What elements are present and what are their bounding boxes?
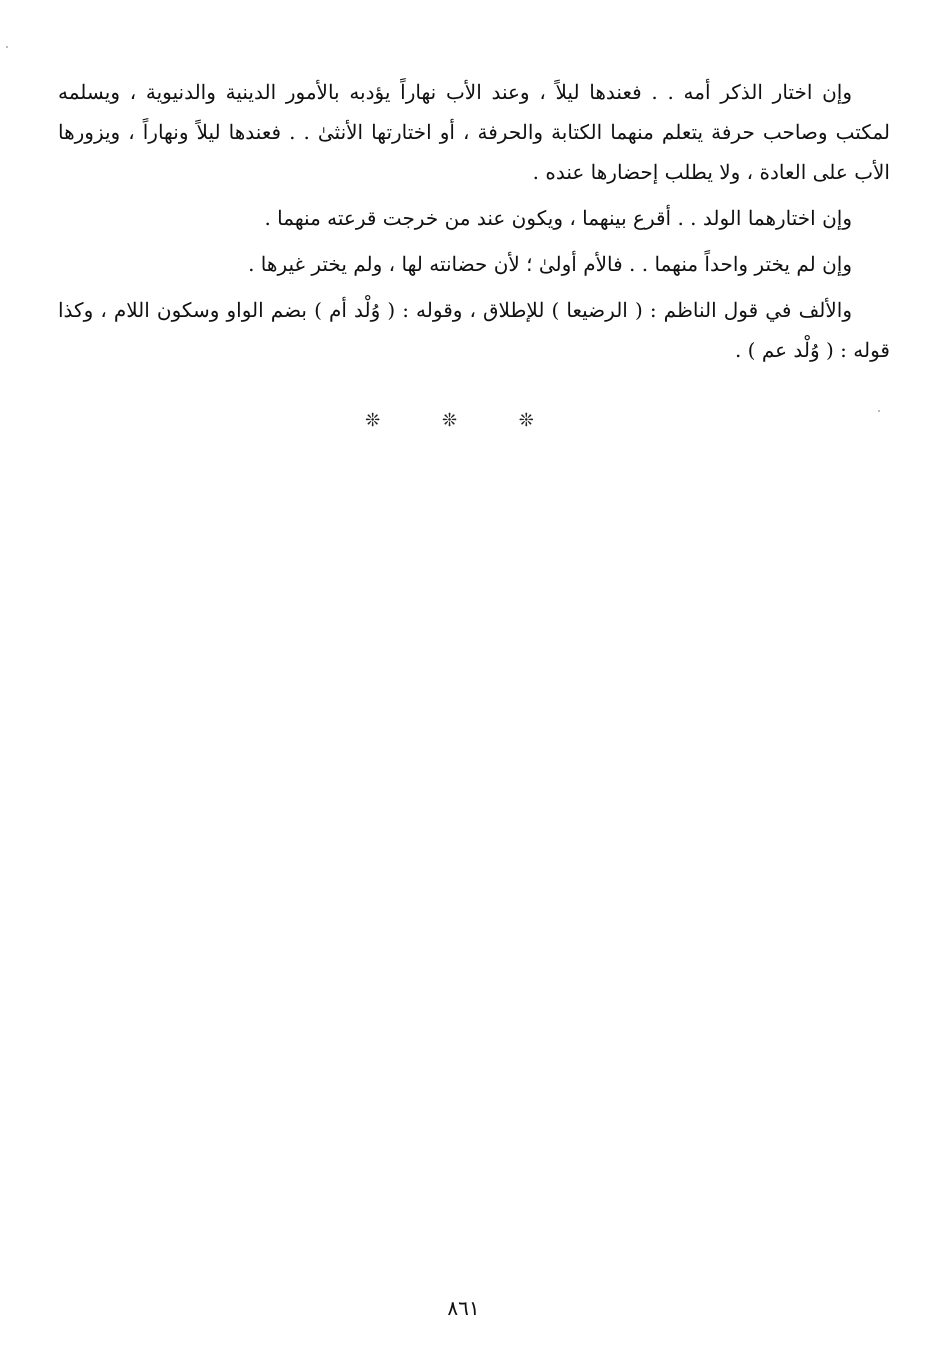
- scan-speck: [878, 410, 880, 412]
- paragraph-mother-priority: وإن لم يختر واحداً منهما . . فالأم أولىٰ ؛ لأن حضانته لها ، ولم يختر غيرها .: [248, 252, 852, 276]
- paragraph-lottery: وإن اختارهما الولد . . أقرع بينهما ، ويكون عند من خرجت قرعته منهما .: [264, 206, 852, 230]
- paragraph-grammar-note: والألف في قول الناظم : ( الرضيعا ) للإطلاق ، وقوله : ( وُلْد أم ) بضم الواو وسكون اللام ، وكذا قوله : ( وُلْد عم ) .: [58, 298, 890, 362]
- page-number: ٨٦١: [447, 1296, 480, 1320]
- section-separator: ❊ ❊ ❊: [365, 410, 562, 431]
- scan-speck: [6, 46, 8, 48]
- paragraph-custody-choice: وإن اختار الذكر أمه . . فعندها ليلاً ، وعند الأب نهاراً يؤدبه بالأمور الدينية والدنيوية ، ويسلمه لمكتب وصاحب حرفة يتعلم منهما الكتابة والحرفة ، أو اختارتها الأنثىٰ . . فعندها ليلاً ونهاراً ، ويزورها الأب على العادة ، ولا يطلب إحضارها عنده .: [58, 80, 890, 184]
- body-text: [58, 72, 890, 370]
